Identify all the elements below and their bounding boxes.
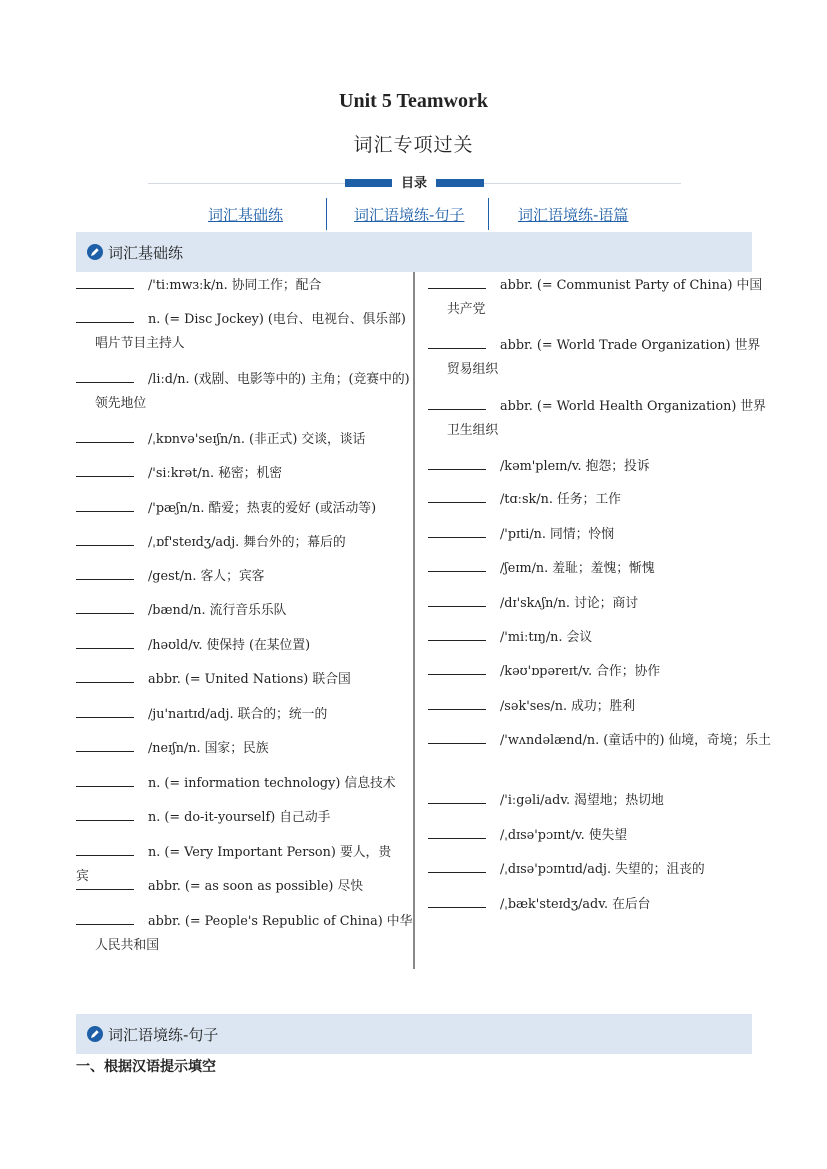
pencil-icon: [86, 243, 104, 261]
answer-blank[interactable]: [428, 395, 486, 410]
page-subtitle: 词汇专项过关: [353, 134, 474, 156]
vocab-entry: abbr. (= World Trade Organization) 世界贸易组织: [428, 334, 772, 382]
vocab-entry: /ˌdɪsə'pɔɪntɪd/adj. 失望的；沮丧的: [428, 858, 753, 882]
answer-blank[interactable]: [76, 599, 134, 614]
answer-blank[interactable]: [428, 789, 486, 804]
answer-blank[interactable]: [428, 858, 486, 873]
exercise-heading: 一、根据汉语提示填空: [76, 1059, 216, 1075]
answer-blank[interactable]: [76, 368, 134, 383]
answer-blank[interactable]: [428, 660, 486, 675]
toc-label: 目录: [392, 172, 436, 191]
answer-blank[interactable]: [76, 703, 134, 718]
toc-links: [176, 198, 656, 230]
vocab-entry: abbr. (= World Health Organization) 世界卫生组织: [428, 395, 772, 443]
answer-blank[interactable]: [428, 592, 486, 607]
vocab-entry: /neɪʃn/n. 国家；民族: [76, 737, 401, 761]
vocab-entry: /kəm'pleɪn/v. 抱怨；投诉: [428, 455, 753, 479]
toc-separator: [488, 198, 489, 230]
vocab-entry: /'iːgəli/adv. 渴望地；热切地: [428, 789, 753, 813]
pencil-icon: [86, 1025, 104, 1043]
vocab-entry: /tɑːsk/n. 任务；工作: [428, 488, 753, 512]
vocab-entry: n. (= information technology) 信息技术: [76, 772, 401, 796]
vocab-entry: /gest/n. 客人；宾客: [76, 565, 401, 589]
vocab-entry: /'miːtɪŋ/n. 会议: [428, 626, 753, 650]
vocab-entry: /liːd/n. (戏剧、电影等中的) 主角；(竞赛中的) 领先地位: [76, 368, 420, 416]
answer-blank[interactable]: [76, 428, 134, 443]
answer-blank[interactable]: [428, 557, 486, 572]
answer-blank[interactable]: [76, 668, 134, 683]
vocab-entry: /ˌkɒnvə'seɪʃn/n. (非正式) 交谈，谈话: [76, 428, 401, 452]
vocab-entry: abbr. (= as soon as possible) 尽快: [76, 875, 401, 899]
vocab-entry: n. (= do-it-yourself) 自己动手: [76, 806, 401, 830]
answer-blank[interactable]: [428, 274, 486, 289]
vocab-entry: abbr. (= People's Republic of China) 中华人民共和国: [76, 910, 420, 958]
vocab-entry: /dɪ'skʌʃn/n. 讨论；商讨: [428, 592, 753, 616]
answer-blank[interactable]: [428, 824, 486, 839]
answer-blank[interactable]: [76, 634, 134, 649]
answer-blank[interactable]: [428, 488, 486, 503]
answer-blank[interactable]: [76, 875, 134, 890]
vocab-entry: /sək'ses/n. 成功；胜利: [428, 695, 753, 719]
answer-blank[interactable]: [76, 274, 134, 289]
vocab-entry: /kəʊ'ɒpəreɪt/v. 合作；协作: [428, 660, 753, 684]
vocab-entry: /ʃeɪm/n. 羞耻；羞愧；惭愧: [428, 557, 753, 581]
answer-blank[interactable]: [428, 729, 486, 744]
answer-blank[interactable]: [76, 308, 134, 323]
section-band-sentence: [76, 1014, 752, 1054]
section-label: 词汇基础练: [108, 244, 184, 262]
answer-blank[interactable]: [76, 841, 134, 856]
answer-blank[interactable]: [76, 497, 134, 512]
answer-blank[interactable]: [76, 806, 134, 821]
answer-blank[interactable]: [76, 910, 134, 925]
vocab-entry: abbr. (= Communist Party of China) 中国共产党: [428, 274, 772, 322]
vocab-entry: /ˌdɪsə'pɔɪnt/v. 使失望: [428, 824, 753, 848]
answer-blank[interactable]: [428, 523, 486, 538]
answer-blank[interactable]: [76, 737, 134, 752]
answer-blank[interactable]: [76, 531, 134, 546]
vocab-entry: /ˌɒf'steɪdʒ/adj. 舞台外的；幕后的: [76, 531, 401, 555]
answer-blank[interactable]: [76, 565, 134, 580]
answer-blank[interactable]: [76, 772, 134, 787]
vocab-entry: /bænd/n. 流行音乐乐队: [76, 599, 401, 623]
toc-link-sentence[interactable]: 词汇语境练-句子: [354, 206, 465, 224]
answer-blank[interactable]: [428, 695, 486, 710]
vocab-entry: n. (= Disc Jockey) (电台、电视台、俱乐部) 唱片节目主持人: [76, 308, 420, 356]
vocab-entry: /'tiːmwɜːk/n. 协同工作；配合: [76, 274, 401, 298]
vocab-entry: /ju'naɪtɪd/adj. 联合的；统一的: [76, 703, 401, 727]
answer-blank[interactable]: [428, 626, 486, 641]
section-band-basic: [76, 232, 752, 272]
vocab-entry: /ˌbæk'steɪdʒ/adv. 在后台: [428, 893, 753, 917]
toc-separator: [326, 198, 327, 230]
answer-blank[interactable]: [428, 334, 486, 349]
vocab-entry: abbr. (= United Nations) 联合国: [76, 668, 401, 692]
vocab-entry: /'siːkrət/n. 秘密；机密: [76, 462, 401, 486]
vocab-entry: /həʊld/v. 使保持 (在某位置): [76, 634, 401, 658]
answer-blank[interactable]: [428, 893, 486, 908]
vocab-entry: /'pæʃn/n. 酷爱；热衷的爱好 (或活动等): [76, 497, 401, 521]
answer-blank[interactable]: [428, 455, 486, 470]
toc-link-basic[interactable]: 词汇基础练: [208, 206, 284, 224]
section-label: 词汇语境练-句子: [108, 1026, 219, 1044]
answer-blank[interactable]: [76, 462, 134, 477]
vocab-entry: /'wʌndəlænd/n. (童话中的) 仙境，奇境；乐土: [428, 729, 772, 753]
toc-link-passage[interactable]: 词汇语境练-语篇: [518, 206, 629, 224]
page-title: Unit 5 Teamwork: [339, 90, 488, 112]
vocab-entry: /'pɪti/n. 同情；怜悯: [428, 523, 753, 547]
column-divider: [413, 272, 415, 969]
vocab-entry: n. (= Very Important Person) 要人，贵宾: [76, 841, 401, 889]
